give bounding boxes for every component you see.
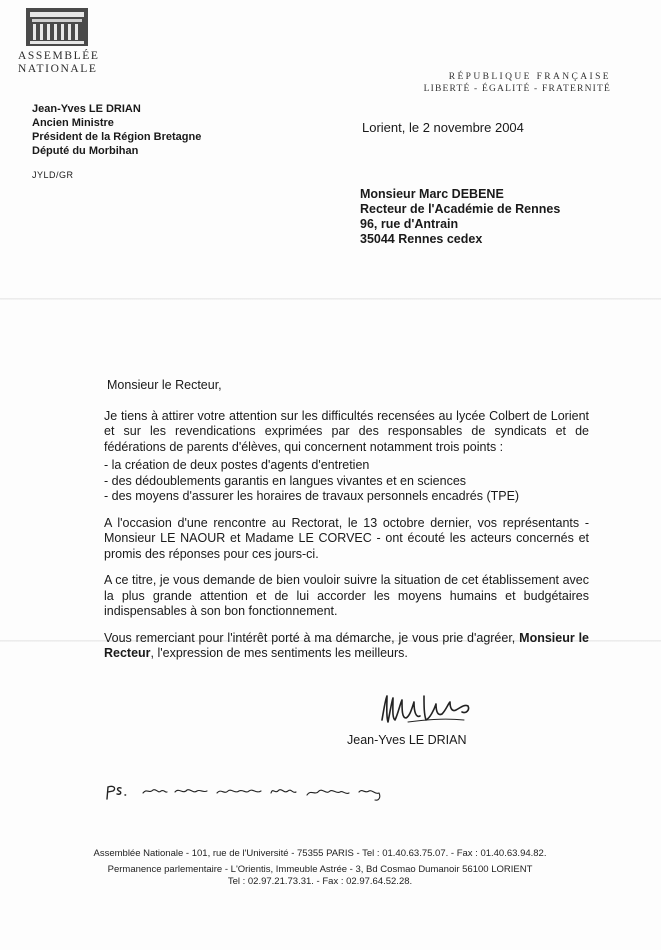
letter-body bbox=[104, 378, 589, 662]
letter-date: Lorient, le 2 novembre 2004 bbox=[362, 120, 524, 135]
reference-code: JYLD/GR bbox=[32, 170, 74, 180]
list-item: - des dédoublements garantis en langues vivantes et en sciences bbox=[104, 473, 467, 488]
sender-title: Président de la Région Bretagne bbox=[32, 131, 202, 143]
footer-line: Permanence parlementaire - L'Orientis, Immeuble Astrée - 3, Bd Cosmao Dumanoir 56100 LORIENT bbox=[107, 863, 533, 875]
list-item: - la création de deux postes d'agents d'entretien bbox=[104, 458, 370, 472]
sender-title: Député du Morbihan bbox=[32, 145, 139, 157]
closing-text: Vous remerciant pour l'intérêt porté à ma démarche, je vous prie d'agréer, bbox=[104, 630, 520, 645]
footer-line: Tel : 02.97.21.73.31. - Fax : 02.97.64.52.28. bbox=[227, 876, 413, 887]
hemicycle-emblem-icon bbox=[26, 8, 88, 46]
sender-name: Jean-Yves LE DRIAN bbox=[32, 103, 141, 115]
sender-block bbox=[32, 102, 201, 158]
logo-text-line1: ASSEMBLÉE bbox=[18, 50, 100, 62]
sender-title: Ancien Ministre bbox=[32, 117, 114, 129]
recipient-line: 96, rue d'Antrain bbox=[360, 217, 459, 231]
assemblee-nationale-logo bbox=[18, 8, 110, 76]
recipient-line: Recteur de l'Académie de Rennes bbox=[360, 202, 561, 216]
republic-title: RÉPUBLIQUE FRANÇAISE bbox=[448, 72, 611, 82]
paragraph: A l'occasion d'une rencontre au Rectorat, le 13 octobre dernier, vos représentants - Monsieur LE NAOUR et Madame LE CORVEC - ont écouté les acteurs concernés et promis des réponses pour ces jours-ci. bbox=[104, 515, 589, 561]
logo-text-line2: NATIONALE bbox=[18, 63, 98, 75]
paper-fold bbox=[0, 298, 661, 300]
paragraph: A ce titre, je vous demande de bien vouloir suivre la situation de cet établissement avec la plus grande attention et de lui accorder les moyens humains et budgétaires indispensables à son bon fonctionnement. bbox=[104, 573, 589, 618]
recipient-address bbox=[360, 187, 560, 247]
signature-name: Jean-Yves LE DRIAN bbox=[347, 733, 467, 747]
republic-motto: LIBERTÉ - ÉGALITÉ - FRATERNITÉ bbox=[423, 84, 611, 94]
handwritten-signature bbox=[378, 690, 478, 732]
points-list bbox=[104, 458, 589, 505]
closing-paragraph bbox=[104, 631, 589, 662]
list-item: - des moyens d'assurer les horaires de travaux personnels encadrés (TPE) bbox=[104, 489, 520, 503]
letter-footer bbox=[40, 848, 600, 889]
closing-bold-text: Monsieur le Recteur bbox=[104, 630, 589, 660]
republic-header bbox=[424, 72, 611, 94]
footer-line: Assemblée Nationale - 101, rue de l'Université - 75355 PARIS - Tel : 01.40.63.75.07. - Fax : 01.40.63.94.82. bbox=[93, 848, 547, 859]
handwritten-postscript bbox=[103, 779, 393, 805]
closing-text: , l'expression de mes sentiments les meilleurs. bbox=[150, 646, 408, 660]
paragraph: Je tiens à attirer votre attention sur les difficultés recensées au lycée Colbert de Lorient et sur les revendications exprimées par des responsables de syndicats et de fédérations de parents d'élèves, qui concernent notamment trois points : bbox=[104, 408, 589, 454]
recipient-line: Monsieur Marc DEBENE bbox=[360, 187, 504, 201]
recipient-line: 35044 Rennes cedex bbox=[360, 232, 483, 246]
salutation: Monsieur le Recteur, bbox=[107, 378, 222, 392]
